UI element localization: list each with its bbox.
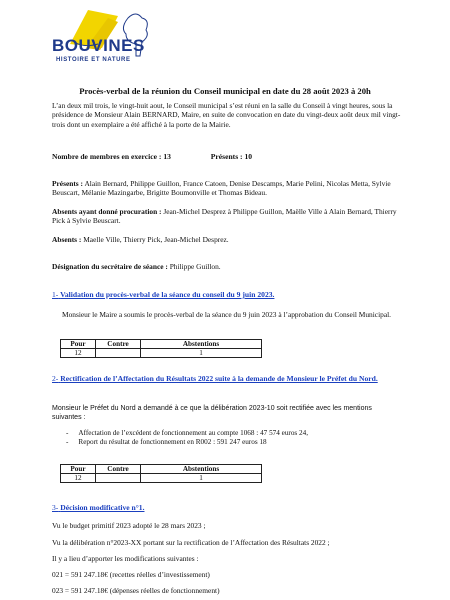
absents-proc-label: Absents ayant donné procuration : bbox=[52, 207, 162, 216]
secretaire-paragraph bbox=[52, 262, 402, 271]
section1-number: 1- bbox=[52, 290, 59, 299]
section3-line-1: Vu le budget primitif 2023 adopté le 28 mars 2023 ; bbox=[52, 521, 206, 530]
secretaire-text: Philippe Guillon. bbox=[167, 262, 221, 271]
section2-vote-table bbox=[60, 464, 262, 483]
list-item: - Report du résultat de fonctionnement en R002 : 591 247 euros 18 bbox=[80, 438, 308, 447]
vote-header-abstentions: Abstentions bbox=[141, 465, 262, 474]
absents-paragraph bbox=[52, 235, 402, 244]
bouvines-logo bbox=[48, 8, 158, 70]
vote-header-abstentions: Abstentions bbox=[141, 340, 262, 349]
presents-paragraph bbox=[52, 179, 402, 198]
intro-paragraph: L’an deux mil trois, le vingt-huit aout, le Conseil municipal s’est réuni en la salle du Conseil à vingt heures, sous la présidence de Monsieur Alain BERNARD, Maire, en suite de convocation en date du vingt-deux août deux mil vingt-trois dont un exemplaire a été affiché à la porte de la Mairie. bbox=[52, 101, 401, 129]
vote-header-contre: Contre bbox=[96, 465, 141, 474]
vote-value-pour: 12 bbox=[61, 474, 96, 483]
section3-title: Décision modificative n°1. bbox=[60, 503, 145, 512]
section2-title: Rectification de l’Affectation du Résultats 2022 suite à la demande de Monsieur le Préfet du Nord. bbox=[60, 374, 378, 383]
presents-label: Présents : bbox=[52, 179, 83, 188]
vote-value-abstentions: 1 bbox=[141, 349, 262, 358]
section2-number: 2- bbox=[52, 374, 59, 383]
section3-number: 3- bbox=[52, 503, 59, 512]
logo-tagline: HISTOIRE ET NATURE bbox=[56, 57, 131, 63]
section2-heading bbox=[52, 374, 402, 383]
section2-list bbox=[64, 429, 308, 448]
section3-line-2: Vu la délibération n°2023-XX portant sur la rectification de l’Affectation des Résultats 2022 ; bbox=[52, 538, 330, 547]
secretaire-label: Désignation du secrétaire de séance : bbox=[52, 262, 168, 271]
list-item: - Affectation de l’excédent de fonctionnement au compte 1068 : 47 574 euros 24, bbox=[80, 429, 308, 438]
members-line bbox=[52, 152, 402, 161]
members-count: Nombre de membres en exercice : 13 bbox=[52, 152, 171, 161]
vote-header-pour: Pour bbox=[61, 340, 96, 349]
presents-text: Alain Bernard, Philippe Guillon, France Catoen, Denise Descamps, Marie Pelini, Nicolas Metta, Sylvie Beuscart, Mélanie Mazingarbe, Brigitte Boumonville et Thomas Bideau. bbox=[52, 179, 391, 198]
section1-title: Validation du procès-verbal de la séance du conseil du 9 juin 2023. bbox=[60, 290, 275, 299]
section3-heading bbox=[52, 503, 144, 512]
section1-heading bbox=[52, 290, 274, 299]
vote-value-pour: 12 bbox=[61, 349, 96, 358]
section1-text: Monsieur le Maire a soumis le procès-verbal de la séance du 9 juin 2023 à l’approbation du Conseil Municipal. bbox=[62, 310, 392, 319]
section3-line-5: 023 = 591 247.18€ (dépenses réelles de fonctionnement) bbox=[52, 586, 220, 595]
absents-label: Absents : bbox=[52, 235, 82, 244]
absents-proc-text: Jean-Michel Desprez à Philippe Guillon, Maëlle Ville à Alain Bernard, Thierry Pick à Sylvie Beuscart. bbox=[52, 207, 397, 226]
vote-value-abstentions: 1 bbox=[141, 474, 262, 483]
section3-line-3: Il y a lieu d’apporter les modifications suivantes : bbox=[52, 554, 199, 563]
vote-header-contre: Contre bbox=[96, 340, 141, 349]
vote-value-contre bbox=[96, 474, 141, 483]
section2-text: Monsieur le Préfet du Nord a demandé à ce que la délibération 2023-10 soit rectifiée avec les mentions suivantes : bbox=[52, 405, 372, 422]
section1-vote-table bbox=[60, 339, 262, 358]
logo-brand: BOUVINES bbox=[52, 36, 145, 55]
section3-line-4: 021 = 591 247.18€ (recettes réelles d’investissement) bbox=[52, 570, 210, 579]
document-title: Procès-verbal de la réunion du Conseil municipal en date du 28 août 2023 à 20h bbox=[79, 86, 371, 96]
vote-value-contre bbox=[96, 349, 141, 358]
present-count: Présents : 10 bbox=[210, 152, 253, 161]
vote-header-pour: Pour bbox=[61, 465, 96, 474]
absents-proc-paragraph bbox=[52, 207, 402, 226]
absents-text: Maelle Ville, Thierry Pick, Jean-Michel Desprez. bbox=[81, 235, 229, 244]
